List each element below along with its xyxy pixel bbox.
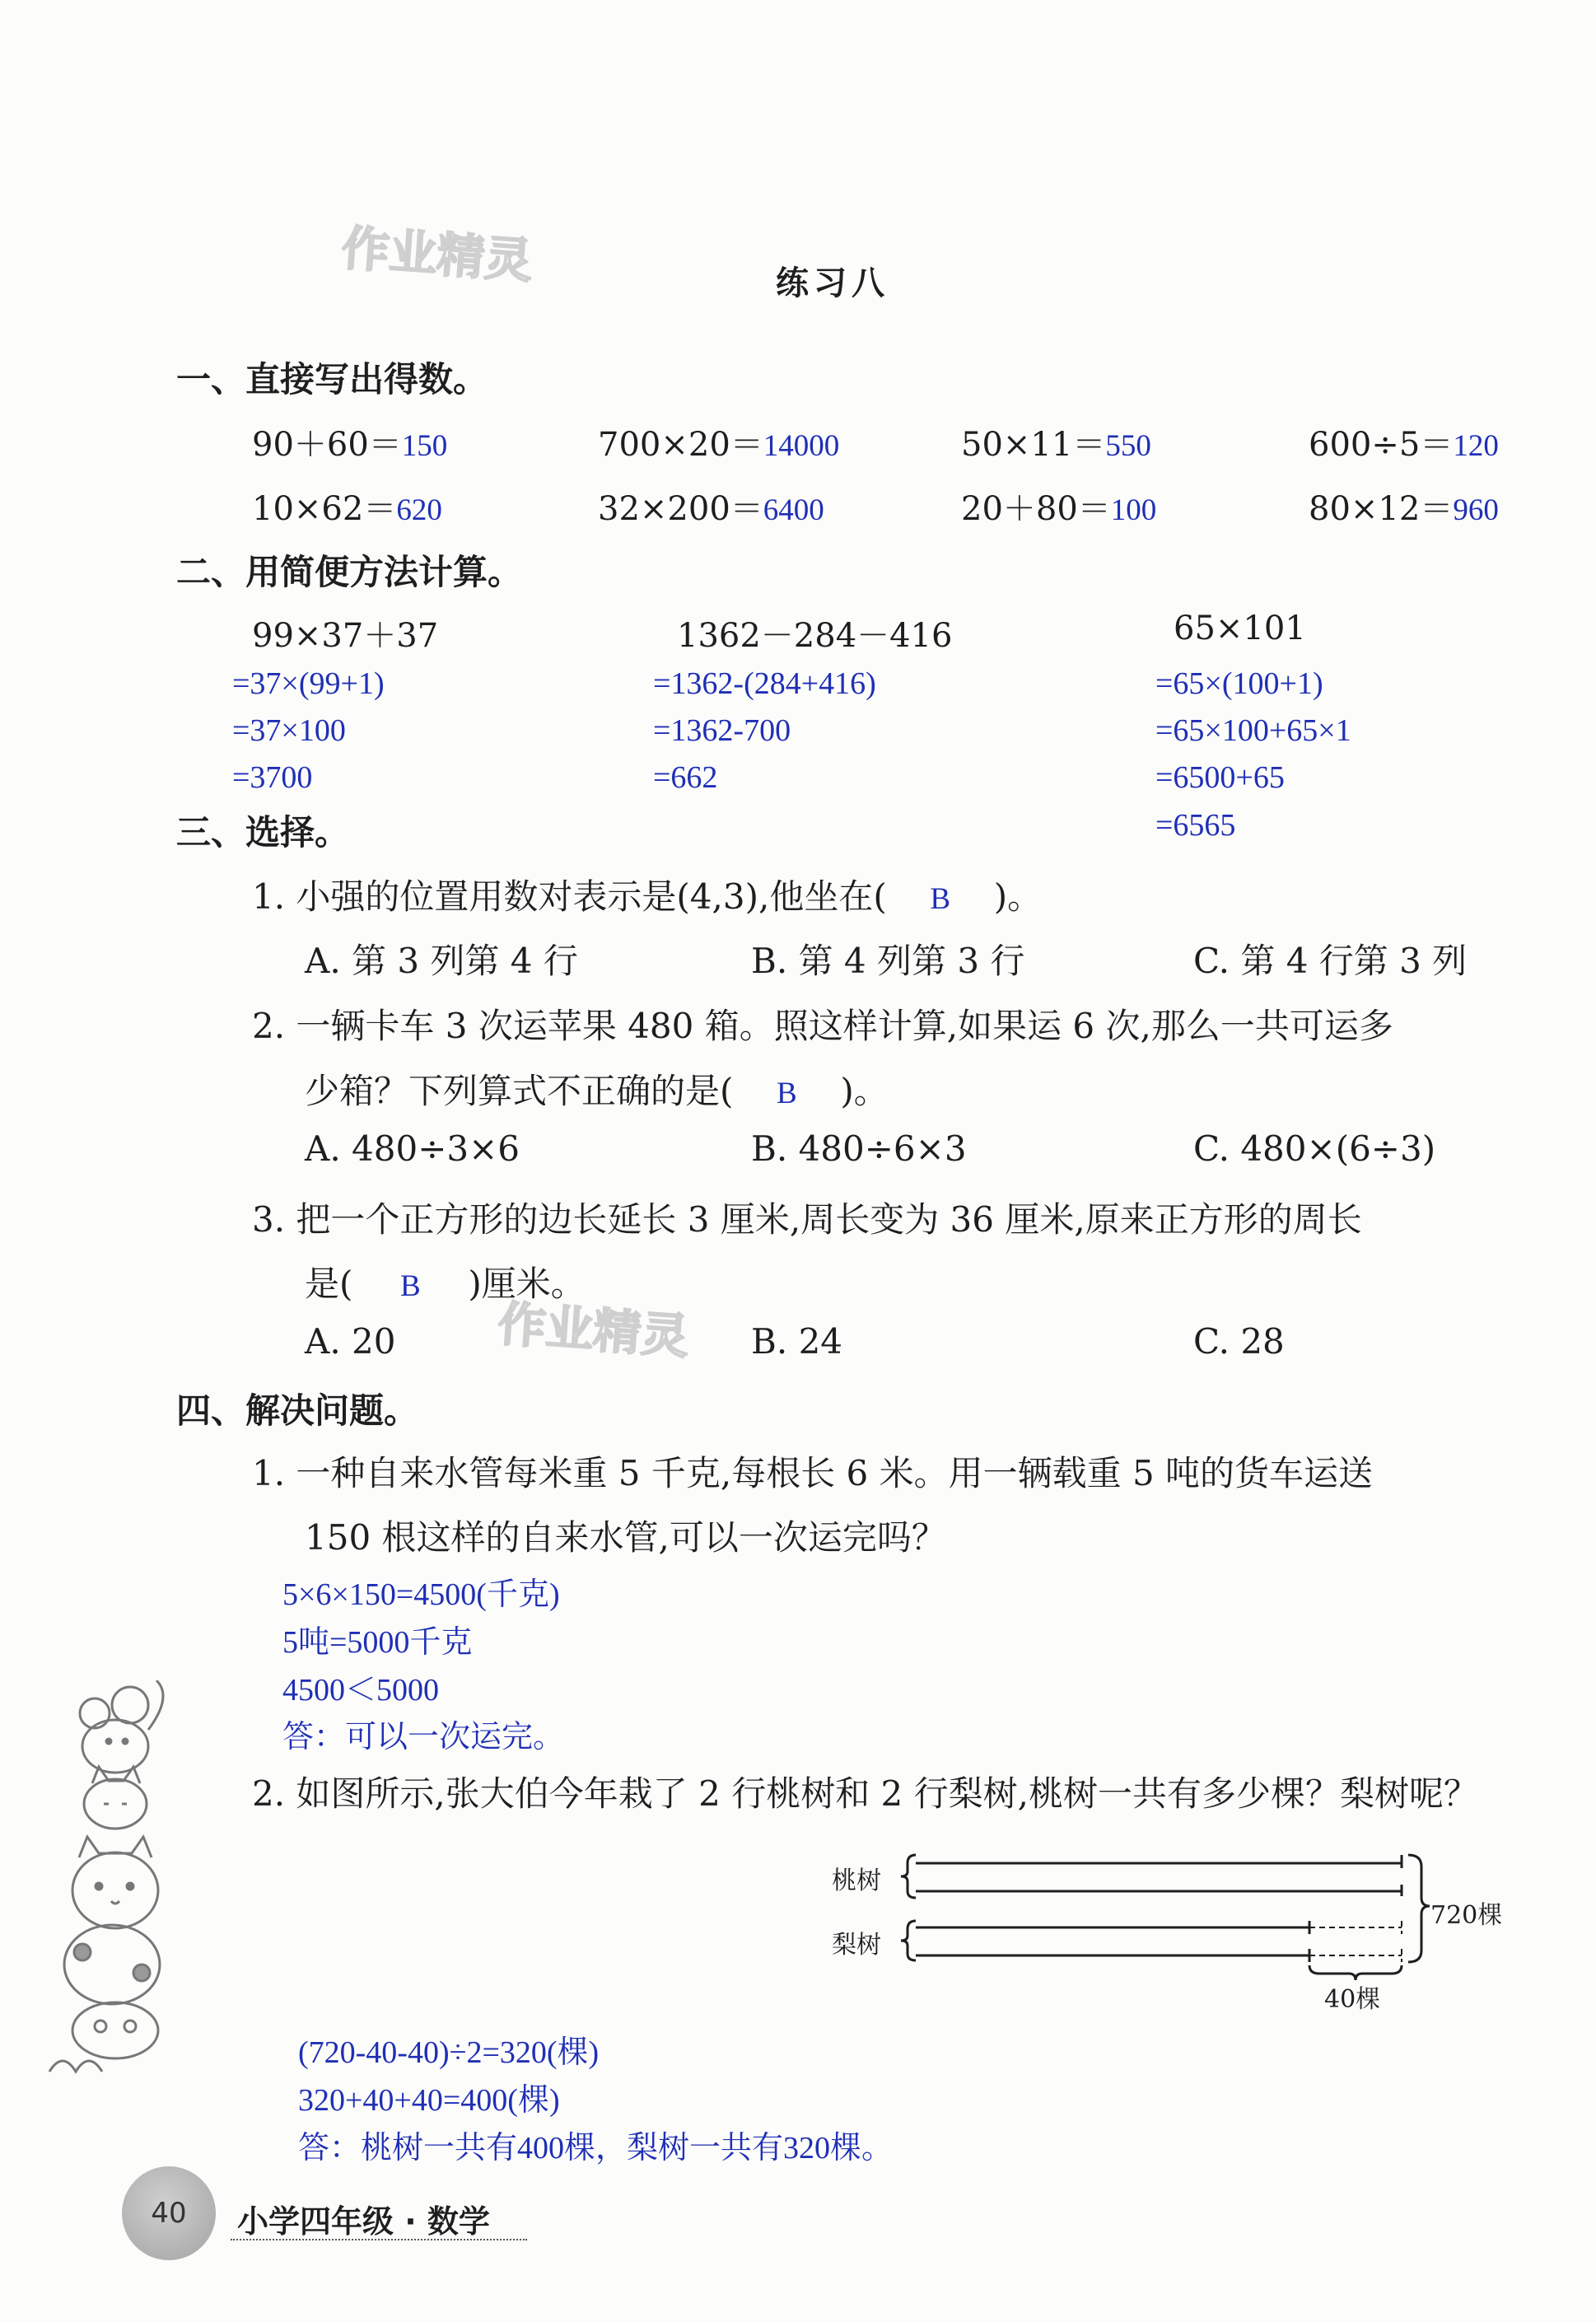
question-text: )。 xyxy=(993,876,1043,917)
option: C. 480×(6÷3) xyxy=(1193,1128,1436,1169)
question-text: 2. 如图所示,张大伯今年栽了 2 行桃树和 2 行梨树,桃树一共有多少棵？梨树呢？ xyxy=(252,1773,1478,1814)
section-heading: 一、直接写出得数。 xyxy=(176,359,488,399)
solution-step: (720-40-40)÷2=320(棵) xyxy=(298,2035,600,2070)
footer-divider xyxy=(231,2239,527,2240)
expression: 80×12＝ xyxy=(1309,490,1454,528)
answer: 14000 xyxy=(763,429,840,463)
solution-step: 5×6×150=4500(千克) xyxy=(282,1577,560,1612)
question-text: )。 xyxy=(840,1071,889,1111)
oral-item xyxy=(598,483,824,530)
answer: 120 xyxy=(1453,429,1499,463)
option: B. 480÷6×3 xyxy=(751,1128,967,1169)
oral-item xyxy=(598,418,839,465)
total-label: 720棵 xyxy=(1430,1901,1503,1930)
answer-blank: B xyxy=(400,1269,421,1303)
watermark: 作业精灵 xyxy=(339,219,534,289)
expression: 600÷5＝ xyxy=(1309,426,1454,464)
expression: 90＋60＝ xyxy=(252,426,402,464)
oral-item xyxy=(961,483,1156,530)
question-text: )厘米。 xyxy=(468,1264,586,1304)
question-text: 1. 一种自来水管每米重 5 千克,每根长 6 米。用一辆载重 5 吨的货车运送 xyxy=(252,1453,1374,1493)
oral-item xyxy=(1309,483,1499,530)
option: B. 第 4 列第 3 行 xyxy=(751,941,1025,981)
oral-item xyxy=(1309,418,1499,465)
difference-brace xyxy=(1309,1965,1402,1980)
option: A. 第 3 列第 4 行 xyxy=(305,941,578,981)
choice-question xyxy=(305,1064,889,1114)
pear-brace xyxy=(901,1921,916,1960)
solution-step: =37×(99+1) xyxy=(232,666,385,701)
answer: 620 xyxy=(396,493,442,527)
answer: 100 xyxy=(1110,493,1157,527)
book-title: 小学四年级 · 数学 xyxy=(237,2203,490,2240)
answer-statement: 答：可以一次运完。 xyxy=(282,1720,565,1754)
expression: 50×11＝ xyxy=(961,426,1106,464)
oral-item xyxy=(252,418,447,465)
solution-step: =65×100+65×1 xyxy=(1155,713,1351,748)
choice-question xyxy=(305,1257,586,1306)
solution-step: 5吨=5000千克 xyxy=(282,1625,473,1660)
answer: 150 xyxy=(401,429,448,463)
question-text: 少箱？下列算式不正确的是( xyxy=(305,1071,734,1111)
question-text: 2. 一辆卡车 3 次运苹果 480 箱。照这样计算,如果运 6 次,那么一共可运多 xyxy=(252,1006,1393,1046)
page-title: 练习八 xyxy=(776,264,889,302)
difference-label: 40棵 xyxy=(1324,1985,1381,2014)
answer-statement: 答：桃树一共有400棵，梨树一共有320棵。 xyxy=(298,2131,894,2165)
section-heading: 三、选择。 xyxy=(176,812,350,853)
peach-brace xyxy=(901,1855,916,1898)
option: C. 28 xyxy=(1193,1321,1285,1362)
pear-label: 梨树 xyxy=(832,1931,881,1960)
question-text: 1. 小强的位置用数对表示是(4,3),他坐在( xyxy=(252,876,887,917)
answer-blank: B xyxy=(777,1077,797,1110)
question-text: 3. 把一个正方形的边长延长 3 厘米,周长变为 36 厘米,原来正方形的周长 xyxy=(252,1199,1362,1240)
option: C. 第 4 行第 3 列 xyxy=(1193,941,1468,981)
option: A. 20 xyxy=(305,1321,396,1362)
section-heading: 四、解决问题。 xyxy=(176,1390,419,1431)
choice-question xyxy=(252,870,1042,919)
expression: 700×20＝ xyxy=(598,426,763,464)
answer-blank: B xyxy=(930,882,951,916)
question-text: 150 根这样的自来水管,可以一次运完吗？ xyxy=(305,1517,946,1558)
simplify-expression: 1362－284－416 xyxy=(677,617,953,655)
answer: 960 xyxy=(1453,493,1499,527)
answer: 6400 xyxy=(763,493,824,527)
expression: 32×200＝ xyxy=(598,490,763,528)
solution-step: =1362-(284+416) xyxy=(653,666,876,701)
segment-diagram xyxy=(898,1845,1441,1993)
solution-step: =3700 xyxy=(232,760,313,795)
oral-item xyxy=(252,483,442,530)
total-brace xyxy=(1408,1855,1430,1962)
simplify-expression: 65×101 xyxy=(1174,610,1306,647)
solution-step: 4500＜5000 xyxy=(282,1673,440,1708)
page-number: 40 xyxy=(122,2166,216,2260)
solution-step: =6565 xyxy=(1155,808,1236,843)
expression: 10×62＝ xyxy=(252,490,397,528)
expression: 20＋80＝ xyxy=(961,490,1111,528)
solution-step: =37×100 xyxy=(232,713,346,748)
section-heading: 二、用简便方法计算。 xyxy=(176,552,523,592)
solution-step: =1362-700 xyxy=(653,713,791,748)
watermark: 作业精灵 xyxy=(496,1295,691,1365)
simplify-expression: 99×37＋37 xyxy=(252,617,439,655)
option: B. 24 xyxy=(751,1321,843,1362)
solution-step: =662 xyxy=(653,760,718,795)
solution-step: 320+40+40=400(棵) xyxy=(298,2083,560,2118)
peach-label: 桃树 xyxy=(832,1866,881,1895)
question-text: 是( xyxy=(305,1264,353,1304)
answer: 550 xyxy=(1105,429,1151,463)
solution-step: =65×(100+1) xyxy=(1155,666,1323,701)
oral-item xyxy=(961,418,1151,465)
option: A. 480÷3×6 xyxy=(305,1128,520,1169)
cartoon-animals-illustration xyxy=(33,1680,198,2076)
solution-step: =6500+65 xyxy=(1155,760,1285,795)
